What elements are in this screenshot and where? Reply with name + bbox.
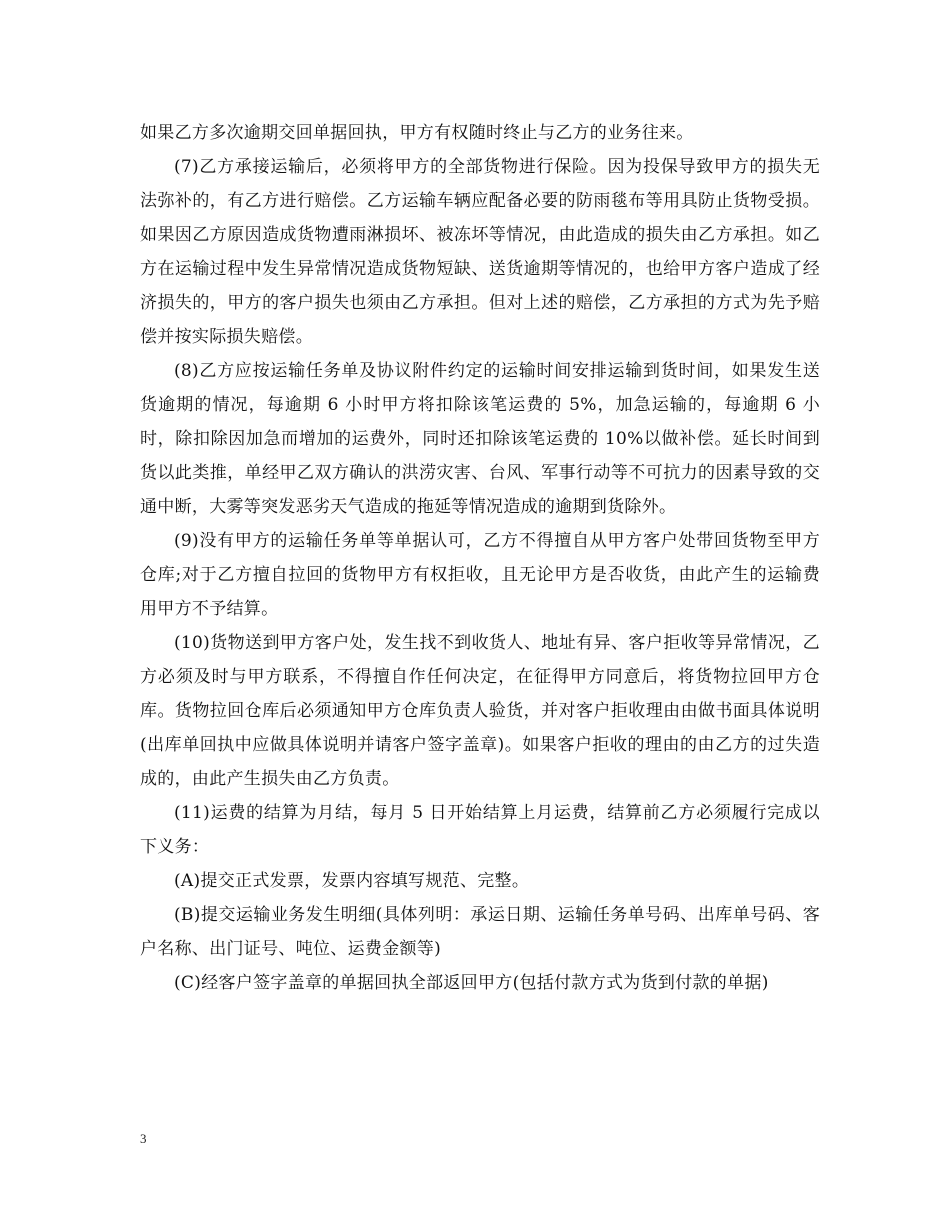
document-body [140, 116, 820, 1000]
paragraph-item-c: (C)经客户签字盖章的单据回执全部返回甲方(包括付款方式为货到付款的单据) [174, 973, 769, 993]
page-number: 3 [140, 1131, 147, 1146]
paragraph-clause-11: (11)运费的结算为月结，每月 5 日开始结算上月运费，结算前乙方必须履行完成以下义务： [140, 803, 820, 857]
paragraph-continuation: 如果乙方多次逾期交回单据回执，甲方有权随时终止与乙方的业务往来。 [140, 123, 694, 143]
paragraph-clause-7: (7)乙方承接运输后，必须将甲方的全部货物进行保险。因为投保导致甲方的损失无法弥补的，有乙方进行赔偿。乙方运输车辆应配备必要的防雨毯布等用具防止货物受损。如果因乙方原因造成货物遭雨淋损坏、被冻坏等情况，由此造成的损失由乙方承担。如乙方在运输过程中发生异常情况造成货物短缺、送货逾期等情况的，也给甲方客户造成了经济损失的，甲方的客户损失也须由乙方承担。但对上述的赔偿，乙方承担的方式为先予赔偿并按实际损失赔偿。 [140, 157, 820, 347]
paragraph-clause-9: (9)没有甲方的运输任务单等单据认可，乙方不得擅自从甲方客户处带回货物至甲方仓库;对于乙方擅自拉回的货物甲方有权拒收，且无论甲方是否收货，由此产生的运输费用甲方不予结算。 [140, 531, 820, 619]
paragraph-item-a: (A)提交正式发票，发票内容填写规范、完整。 [174, 871, 530, 891]
paragraph-clause-10: (10)货物送到甲方客户处，发生找不到收货人、地址有异、客户拒收等异常情况，乙方必须及时与甲方联系，不得擅自作任何决定，在征得甲方同意后，将货物拉回甲方仓库。货物拉回仓库后必须通知甲方仓库负责人验货，并对客户拒收理由由做书面具体说明(出库单回执中应做具体说明并请客户签字盖章)。如果客户拒收的理由的由乙方的过失造成的，由此产生损失由乙方负责。 [140, 633, 820, 789]
paragraph-clause-8: (8)乙方应按运输任务单及协议附件约定的运输时间安排运输到货时间，如果发生送货逾期的情况，每逾期 6 小时甲方将扣除该笔运费的 5%，加急运输的，每逾期 6 小时，除扣除因加急而增加的运费外，同时还扣除该笔运费的 10%以做补偿。延长时间到货以此类推，单经甲乙双方确认的洪涝灾害、台风、军事行动等不可抗力的因素导致的交通中断，大雾等突发恶劣天气造成的拖延等情况造成的逾期到货除外。 [140, 361, 820, 517]
paragraph-item-b: (B)提交运输业务发生明细(具体列明：承运日期、运输任务单号码、出库单号码、客户名称、出门证号、吨位、运费金额等) [140, 905, 820, 959]
